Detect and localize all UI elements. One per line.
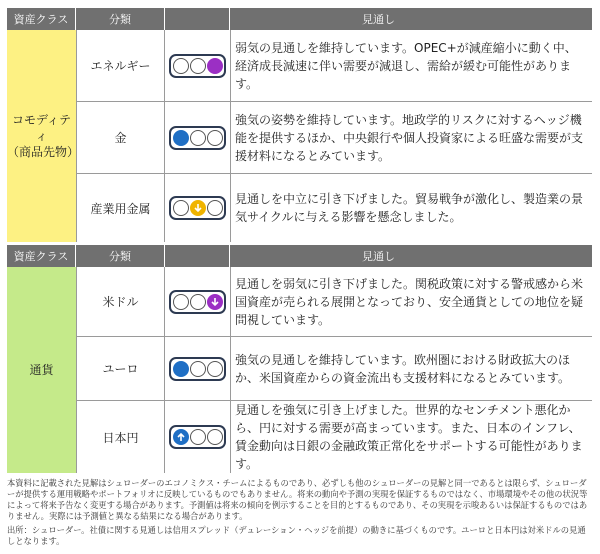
- header-outlook: 見通し: [362, 250, 395, 263]
- header-asset-class: 資産クラス: [7, 245, 76, 267]
- source-note: 出所：シュローダー。社債に関する見通しは信用スプレッド（デュレーション・ヘッジを前提）の動きに基づくものです。ユーロと日本円は対米ドルの見通しとなります。: [7, 525, 586, 546]
- outlook-text: 見通しを強気に引き上げました。世界的なセンチメント悪化から、円に対する需要が高まっています。また、日本のインフレ、賃金動向は日銀の金融政策正常化をサポートする可能性があります。: [230, 401, 592, 473]
- category-label: ユーロ: [76, 337, 165, 400]
- header-asset-class: 資産クラス: [7, 8, 76, 30]
- traffic-light-icon: [169, 196, 226, 220]
- currency-table: [7, 245, 592, 473]
- signal-cell: [165, 30, 230, 101]
- lamp-off-icon: [190, 361, 206, 377]
- outlook-text: 見通しを中立に引き下げました。貿易戦争が激化し、製造業の景気サイクルに与える影響を懸念しました。: [230, 174, 592, 242]
- outlook-text: 強気の見通しを維持しています。欧州圏における財政拡大のほか、米国資産からの資金流出も支援材料になるとみています。: [230, 337, 592, 400]
- category-label: 産業用金属: [76, 174, 165, 242]
- lamp-off-icon: [173, 294, 189, 310]
- traffic-light-icon: [169, 357, 226, 381]
- header-signal: [165, 8, 230, 30]
- table-row: [76, 267, 592, 337]
- outlook-text: 強気の姿勢を維持しています。地政学的リスクに対するヘッジ機能を提供するほか、中央銀行や個人投資家による旺盛な需要が支援材料になるとみています。: [230, 102, 592, 173]
- commodity-table: [7, 8, 592, 242]
- category-label: 金: [76, 102, 165, 173]
- category-label: 米ドル: [76, 267, 165, 336]
- lamp-off-icon: [207, 361, 223, 377]
- table-row: [76, 174, 592, 242]
- lamp-yellow-down-arrow-icon: [190, 200, 206, 216]
- lamp-off-icon: [207, 130, 223, 146]
- category-label: エネルギー: [76, 30, 165, 101]
- lamp-purple-icon: [207, 58, 223, 74]
- lamp-purple-down-arrow-icon: [207, 294, 223, 310]
- table-row: [76, 102, 592, 174]
- disclaimer-text: 本資料に記載された見解はシュローダーのエコノミクス・チームによるものであり、必ずしも他のシュローダーの見解と同一であるとは限らず、シュローダーが提供する運用戦略やポートフォリオに反映しているものでもありません。将来の動向や予測の実現を保証するものではなく、市場環境やその他の状況等によって将来予告なく変更する場合があります。予測値は将来の傾向を例示することを目的とするものであり、その実現を示唆あるいは保証するものではありません。実際には予測値と異なる結果になる場合があります。: [7, 478, 588, 521]
- lamp-off-icon: [190, 130, 206, 146]
- signal-cell: [165, 102, 230, 173]
- header-signal: [165, 245, 230, 267]
- table-row: [76, 337, 592, 401]
- lamp-blue-icon: [173, 130, 189, 146]
- traffic-light-icon: [169, 126, 226, 150]
- lamp-blue-icon: [173, 361, 189, 377]
- table-header: [7, 245, 592, 267]
- lamp-off-icon: [190, 294, 206, 310]
- table-row: [76, 30, 592, 102]
- header-category: 分類: [76, 245, 165, 267]
- lamp-off-icon: [190, 429, 206, 445]
- traffic-light-icon: [169, 54, 226, 78]
- section-label-line1: コモディティ: [11, 113, 72, 143]
- section-label-commodity: [7, 30, 80, 242]
- signal-cell: [165, 267, 230, 336]
- section-label-currency: 通貨: [7, 267, 76, 473]
- lamp-off-icon: [207, 200, 223, 216]
- lamp-off-icon: [173, 58, 189, 74]
- table-header: [7, 8, 592, 30]
- lamp-off-icon: [173, 200, 189, 216]
- signal-cell: [165, 337, 230, 400]
- traffic-light-icon: [169, 290, 226, 314]
- header-category: 分類: [76, 8, 165, 30]
- lamp-off-icon: [190, 58, 206, 74]
- outlook-text: 見通しを弱気に引き下げました。関税政策に対する警戒感から米国資産が売られる展開となっており、安全通貨としての地位を疑問視しています。: [230, 267, 592, 336]
- lamp-off-icon: [207, 429, 223, 445]
- traffic-light-icon: [169, 425, 226, 449]
- signal-cell: [165, 174, 230, 242]
- section-label-line2: （商品先物）: [7, 145, 80, 159]
- header-outlook: 見通し: [362, 13, 395, 26]
- signal-cell: [165, 401, 230, 473]
- lamp-blue-up-arrow-icon: [173, 429, 189, 445]
- table-row: [76, 401, 592, 473]
- category-label: 日本円: [76, 401, 165, 473]
- outlook-text: 弱気の見通しを維持しています。OPEC+が減産縮小に動く中、経済成長減速に伴い需要が減退し、需給が緩む可能性があります。: [230, 30, 592, 101]
